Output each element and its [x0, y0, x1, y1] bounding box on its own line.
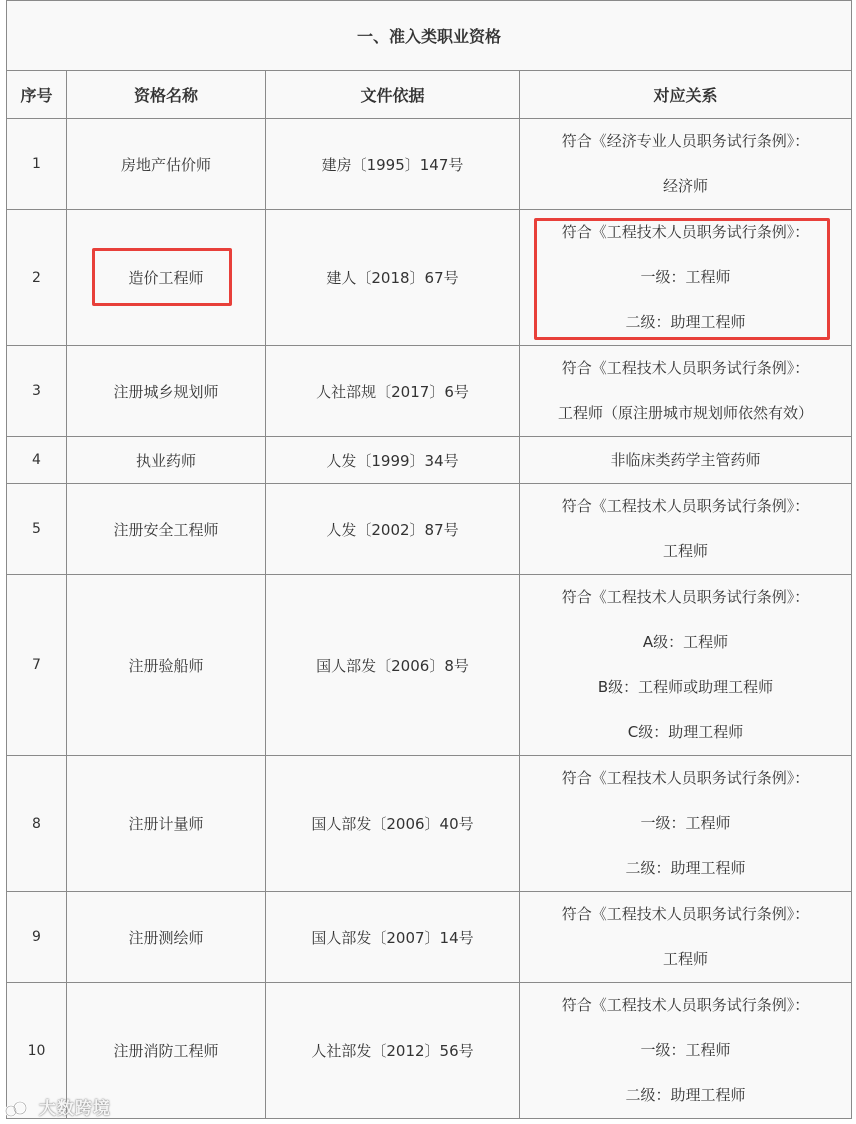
document-basis: 人发〔1999〕34号 [266, 437, 520, 484]
table-row [7, 346, 852, 437]
relation-line: 符合《工程技术人员职务试行条例》： [561, 497, 810, 515]
document-basis: 人发〔2002〕87号 [266, 484, 520, 575]
qualification-table [6, 0, 852, 1119]
document-basis: 国人部发〔2006〕40号 [266, 756, 520, 892]
header-row [7, 71, 852, 119]
table-row [7, 756, 852, 892]
relation-line: 一级：工程师 [640, 1041, 731, 1059]
relation-cell [520, 575, 852, 756]
relation-line: 符合《工程技术人员职务试行条例》： [561, 905, 810, 923]
row-index: 5 [7, 484, 67, 575]
relation-line: 一级：工程师 [640, 814, 731, 832]
qualification-name: 执业药师 [67, 437, 266, 484]
row-index: 1 [7, 119, 67, 210]
title-row [7, 1, 852, 71]
qualification-name: 注册验船师 [67, 575, 266, 756]
table-title: 一、准入类职业资格 [7, 1, 852, 71]
document-basis: 建人〔2018〕67号 [266, 210, 520, 346]
table-row [7, 119, 852, 210]
row-index: 7 [7, 575, 67, 756]
relation-line: A级：工程师 [642, 633, 729, 651]
document-basis: 国人部发〔2007〕14号 [266, 892, 520, 983]
document-basis: 国人部发〔2006〕8号 [266, 575, 520, 756]
relation-cell [520, 210, 852, 346]
row-index: 4 [7, 437, 67, 484]
qualification-name: 注册安全工程师 [67, 484, 266, 575]
logo-icon [4, 1099, 30, 1119]
document-basis: 建房〔1995〕147号 [266, 119, 520, 210]
table-body [7, 119, 852, 1119]
relation-line: 工程师（原注册城市规划师依然有效） [558, 404, 814, 422]
relation-line: 符合《工程技术人员职务试行条例》： [561, 769, 810, 787]
relation-cell [520, 892, 852, 983]
relation-line: 工程师 [663, 950, 709, 968]
document-basis: 人社部发〔2012〕56号 [266, 983, 520, 1119]
table-row [7, 437, 852, 484]
qualification-name: 房地产估价师 [67, 119, 266, 210]
qualification-name: 注册城乡规划师 [67, 346, 266, 437]
qualification-name: 注册消防工程师 [67, 983, 266, 1119]
relation-line: 符合《工程技术人员职务试行条例》： [561, 359, 810, 377]
relation-line: 非临床类药学主管药师 [610, 450, 761, 469]
table-row [7, 892, 852, 983]
header-name: 资格名称 [67, 71, 266, 119]
relation-line: 符合《工程技术人员职务试行条例》： [561, 223, 810, 241]
relation-line: B级：工程师或助理工程师 [597, 678, 774, 696]
relation-line: 符合《工程技术人员职务试行条例》： [561, 996, 810, 1014]
relation-cell [520, 437, 852, 484]
qualification-name: 造价工程师 [67, 210, 266, 346]
relation-line: 符合《工程技术人员职务试行条例》： [561, 588, 810, 606]
relation-cell [520, 484, 852, 575]
row-index: 8 [7, 756, 67, 892]
header-basis: 文件依据 [266, 71, 520, 119]
qualification-name: 注册测绘师 [67, 892, 266, 983]
relation-line: 工程师 [663, 542, 709, 560]
header-relation: 对应关系 [520, 71, 852, 119]
row-index: 9 [7, 892, 67, 983]
row-index: 10 [7, 983, 67, 1119]
relation-line: 二级：助理工程师 [625, 859, 746, 877]
table-row [7, 210, 852, 346]
relation-line: 二级：助理工程师 [625, 313, 746, 331]
watermark [4, 1094, 111, 1119]
relation-cell [520, 983, 852, 1119]
row-index: 2 [7, 210, 67, 346]
qualification-name: 注册计量师 [67, 756, 266, 892]
document-basis: 人社部规〔2017〕6号 [266, 346, 520, 437]
relation-cell [520, 346, 852, 437]
relation-line: 符合《经济专业人员职务试行条例》： [561, 132, 810, 150]
header-index: 序号 [7, 71, 67, 119]
relation-line: C级：助理工程师 [627, 723, 744, 741]
row-index: 3 [7, 346, 67, 437]
table-row [7, 484, 852, 575]
relation-cell [520, 756, 852, 892]
relation-cell [520, 119, 852, 210]
table-row [7, 575, 852, 756]
watermark-text: 大数跨境 [38, 1099, 111, 1119]
relation-line: 二级：助理工程师 [625, 1086, 746, 1104]
table-row [7, 983, 852, 1119]
relation-line: 一级：工程师 [640, 268, 731, 286]
relation-line: 经济师 [663, 177, 709, 195]
